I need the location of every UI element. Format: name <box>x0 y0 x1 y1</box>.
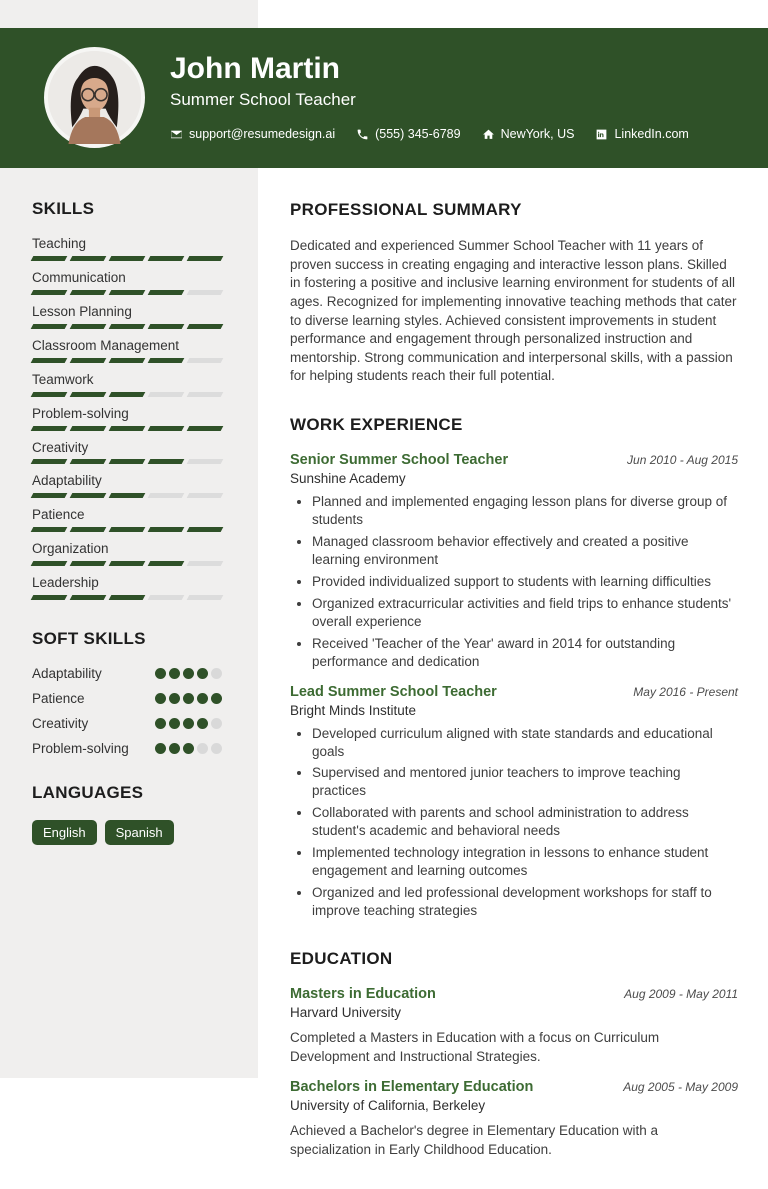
languages-section <box>32 783 222 845</box>
job-dates: Jun 2010 - Aug 2015 <box>627 453 738 467</box>
job-entry <box>290 452 738 671</box>
skill-bar-segment <box>187 392 224 397</box>
soft-skill-dots <box>155 743 222 754</box>
skill-bar-segment <box>31 392 68 397</box>
skill-item <box>32 372 222 397</box>
skill-bar-segment <box>148 493 185 498</box>
skill-level-bar <box>32 256 222 261</box>
education-school: Harvard University <box>290 1005 402 1021</box>
skill-level-bar <box>32 527 222 532</box>
job-bullet: • Organized extracurricular activities and field trips to enhance students' overall experience <box>312 595 738 631</box>
languages-list <box>32 820 222 845</box>
skill-level-bar <box>32 290 222 295</box>
soft-skill-label: Problem-solving <box>32 741 129 757</box>
soft-skill-dot <box>155 743 166 754</box>
skill-item <box>32 338 222 363</box>
skill-bar-segment <box>70 426 107 431</box>
skill-bar-segment <box>109 358 146 363</box>
skill-bar-segment <box>148 527 185 532</box>
skills-list <box>32 236 222 600</box>
skill-bar-segment <box>31 426 68 431</box>
skill-label: Lesson Planning <box>32 303 132 319</box>
skill-bar-segment <box>31 459 68 464</box>
jobs-list <box>290 452 738 920</box>
skill-bar-segment <box>187 358 224 363</box>
soft-skills-list <box>32 666 222 756</box>
skill-level-bar <box>32 358 222 363</box>
job-bullet: • Provided individualized support to students with learning difficulties <box>312 573 738 591</box>
soft-skills-section <box>32 629 222 756</box>
soft-skill-dot <box>197 718 208 729</box>
soft-skill-dot <box>211 743 222 754</box>
education-entry <box>290 1079 738 1159</box>
soft-skill-dots <box>155 693 222 704</box>
profile-photo <box>44 47 145 148</box>
job-dates: May 2016 - Present <box>633 684 738 699</box>
soft-skill-item <box>32 716 222 731</box>
languages-heading: LANGUAGES <box>32 783 144 803</box>
soft-skills-heading: SOFT SKILLS <box>32 629 146 649</box>
job-bullet: • Supervised and mentored junior teachers to improve teaching practices <box>312 764 738 800</box>
soft-skill-dot <box>169 693 180 704</box>
skill-level-bar <box>32 324 222 329</box>
skill-label: Problem-solving <box>32 405 129 421</box>
soft-skill-dot <box>197 668 208 679</box>
skill-level-bar <box>32 493 222 498</box>
skill-bar-segment <box>148 595 185 600</box>
skill-label: Communication <box>32 269 126 285</box>
contact-location <box>482 127 575 141</box>
skill-bar-segment <box>109 324 146 329</box>
education-description: Achieved a Bachelor's degree in Elementary Education with a specialization in Early Childhood Education. <box>290 1123 659 1157</box>
education-list <box>290 986 738 1160</box>
contact-phone-text: (555) 345-6789 <box>375 127 461 141</box>
skill-bar-segment <box>109 493 146 498</box>
person-job-title: Summer School Teacher <box>170 90 356 109</box>
contact-location-text: NewYork, US <box>500 127 575 141</box>
soft-skill-dot <box>169 718 180 729</box>
job-bullet-list <box>290 725 738 921</box>
skill-bar-segment <box>148 561 185 566</box>
soft-skill-dot <box>183 743 194 754</box>
skill-bar-segment <box>187 459 224 464</box>
skill-item <box>32 440 222 465</box>
skill-bar-segment <box>148 392 185 397</box>
soft-skill-dot <box>155 693 166 704</box>
contact-email <box>170 127 335 141</box>
skill-item <box>32 406 222 431</box>
skill-bar-segment <box>70 290 107 295</box>
soft-skill-item <box>32 666 222 681</box>
skill-item <box>32 236 222 261</box>
job-title: Lead Summer School Teacher <box>290 683 497 700</box>
contact-linkedin-text: LinkedIn.com <box>614 127 689 141</box>
soft-skill-dot <box>197 693 208 704</box>
job-bullet: • Organized and led professional development workshops for staff to improve teaching strategies <box>312 884 738 920</box>
summary-section <box>290 200 738 386</box>
skill-item <box>32 575 222 600</box>
soft-skill-item <box>32 691 222 706</box>
email-icon <box>170 128 183 141</box>
skill-label: Patience <box>32 507 85 523</box>
education-header <box>290 986 738 1002</box>
skill-bar-segment <box>109 290 146 295</box>
skill-item <box>32 541 222 566</box>
job-bullet: • Developed curriculum aligned with state standards and educational goals <box>312 725 738 761</box>
soft-skill-dots <box>155 718 222 729</box>
soft-skill-dot <box>211 668 222 679</box>
skill-bar-segment <box>70 561 107 566</box>
education-heading: EDUCATION <box>290 949 393 969</box>
job-company: Bright Minds Institute <box>290 702 417 718</box>
soft-skill-dot <box>169 668 180 679</box>
job-bullet: • Implemented technology integration in lessons to enhance student engagement and learning outcomes <box>312 844 738 880</box>
skill-bar-segment <box>70 392 107 397</box>
education-entry <box>290 986 738 1066</box>
education-description: Completed a Masters in Education with a focus on Curriculum Development and Instructional Strategies. <box>290 1030 660 1064</box>
skill-bar-segment <box>70 459 107 464</box>
header <box>0 28 768 168</box>
skill-level-bar <box>32 459 222 464</box>
soft-skill-dot <box>183 668 194 679</box>
soft-skill-label: Adaptability <box>32 666 102 682</box>
education-degree: Bachelors in Elementary Education <box>290 1079 534 1096</box>
soft-skill-dot <box>183 718 194 729</box>
experience-section <box>290 415 738 920</box>
skill-label: Adaptability <box>32 473 102 489</box>
skill-bar-segment <box>148 358 185 363</box>
job-bullet: • Managed classroom behavior effectively and created a positive learning environment <box>312 533 738 569</box>
education-header <box>290 1079 738 1095</box>
soft-skill-dot <box>197 743 208 754</box>
person-name: John Martin <box>170 52 340 85</box>
education-dates: Aug 2009 - May 2011 <box>624 987 738 1002</box>
skill-bar-segment <box>70 595 107 600</box>
skill-bar-segment <box>187 527 224 532</box>
skill-level-bar <box>32 392 222 397</box>
skill-bar-segment <box>31 561 68 566</box>
education-dates: Aug 2005 - May 2009 <box>623 1080 738 1095</box>
soft-skill-dot <box>183 693 194 704</box>
skill-bar-segment <box>109 595 146 600</box>
experience-heading: WORK EXPERIENCE <box>290 415 463 434</box>
skill-bar-segment <box>31 256 68 261</box>
skill-bar-segment <box>31 595 68 600</box>
skill-label: Classroom Management <box>32 337 180 353</box>
contact-email-text: support@resumedesign.ai <box>189 127 336 141</box>
skill-bar-segment <box>70 324 107 329</box>
skill-level-bar <box>32 595 222 600</box>
education-section <box>290 949 738 1160</box>
skill-bar-segment <box>148 324 185 329</box>
soft-skill-label: Creativity <box>32 716 89 732</box>
soft-skill-dot <box>155 718 166 729</box>
home-icon <box>482 128 495 141</box>
skill-bar-segment <box>31 324 68 329</box>
avatar-illustration <box>48 51 141 144</box>
skill-bar-segment <box>187 493 224 498</box>
soft-skill-dot <box>155 668 166 679</box>
skill-bar-segment <box>31 358 68 363</box>
skill-bar-segment <box>109 527 146 532</box>
language-badge: Spanish <box>105 820 174 845</box>
skill-level-bar <box>32 561 222 566</box>
skill-label: Teaching <box>32 236 87 251</box>
skill-bar-segment <box>187 426 224 431</box>
skill-bar-segment <box>70 493 107 498</box>
skill-level-bar <box>32 426 222 431</box>
skill-bar-segment <box>109 459 146 464</box>
phone-icon <box>356 128 369 141</box>
skill-bar-segment <box>109 426 146 431</box>
skill-item <box>32 270 222 295</box>
job-entry <box>290 684 738 921</box>
job-bullet: • Collaborated with parents and school administration to address student's academic and behavioral needs <box>312 804 738 840</box>
soft-skill-dot <box>211 718 222 729</box>
contact-row <box>170 127 689 141</box>
education-degree: Masters in Education <box>290 986 436 1003</box>
language-badge: English <box>32 820 97 845</box>
main-column <box>290 168 738 1189</box>
skill-bar-segment <box>109 256 146 261</box>
job-bullet: • Planned and implemented engaging lesson plans for diverse group of students <box>312 493 738 529</box>
soft-skill-item <box>32 741 222 756</box>
skill-bar-segment <box>31 527 68 532</box>
job-header <box>290 452 738 468</box>
job-header <box>290 684 738 700</box>
skill-bar-segment <box>187 256 224 261</box>
job-bullet-list <box>290 493 738 671</box>
skill-label: Teamwork <box>32 371 94 387</box>
skill-bar-segment <box>70 527 107 532</box>
skill-bar-segment <box>148 426 185 431</box>
skill-bar-segment <box>187 324 224 329</box>
skill-bar-segment <box>187 595 224 600</box>
skill-bar-segment <box>70 256 107 261</box>
job-company: Sunshine Academy <box>290 471 406 486</box>
soft-skill-dots <box>155 668 222 679</box>
skill-bar-segment <box>109 392 146 397</box>
linkedin-icon <box>595 128 608 141</box>
summary-heading: PROFESSIONAL SUMMARY <box>290 200 522 219</box>
skill-bar-segment <box>109 561 146 566</box>
soft-skill-dot <box>169 743 180 754</box>
skill-label: Creativity <box>32 439 89 455</box>
skill-bar-segment <box>148 459 185 464</box>
sidebar <box>32 168 222 845</box>
skill-label: Organization <box>32 541 109 557</box>
job-bullet: • Received 'Teacher of the Year' award in 2014 for outstanding performance and dedication <box>312 635 738 671</box>
soft-skill-dot <box>211 693 222 704</box>
skill-bar-segment <box>148 256 185 261</box>
education-school: University of California, Berkeley <box>290 1098 486 1114</box>
skill-bar-segment <box>187 561 224 566</box>
skill-bar-segment <box>31 290 68 295</box>
skill-bar-segment <box>31 493 68 498</box>
header-text <box>170 52 689 141</box>
skill-bar-segment <box>187 290 224 295</box>
skill-item <box>32 304 222 329</box>
summary-text: Dedicated and experienced Summer School Teacher with 11 years of proven success in creating engaging and interactive lesson plans. Skilled in fostering a positive and inclusive learning environment for students of all ages. Recognized for implementing innovative teaching methods that cater to diverse learning styles. Achieved consistent improvements in student performance and engagement through personalized instruction and mentorship. Strong communication and interpersonal skills, with a passion for helping students reach their full potential. <box>290 238 737 384</box>
skills-heading: SKILLS <box>32 199 95 218</box>
skill-bar-segment <box>148 290 185 295</box>
skill-item <box>32 473 222 498</box>
skill-label: Leadership <box>32 575 99 591</box>
soft-skill-label: Patience <box>32 691 85 707</box>
contact-linkedin <box>595 127 688 141</box>
skill-bar-segment <box>70 358 107 363</box>
job-title: Senior Summer School Teacher <box>290 452 509 468</box>
skill-item <box>32 507 222 532</box>
contact-phone <box>356 127 460 141</box>
